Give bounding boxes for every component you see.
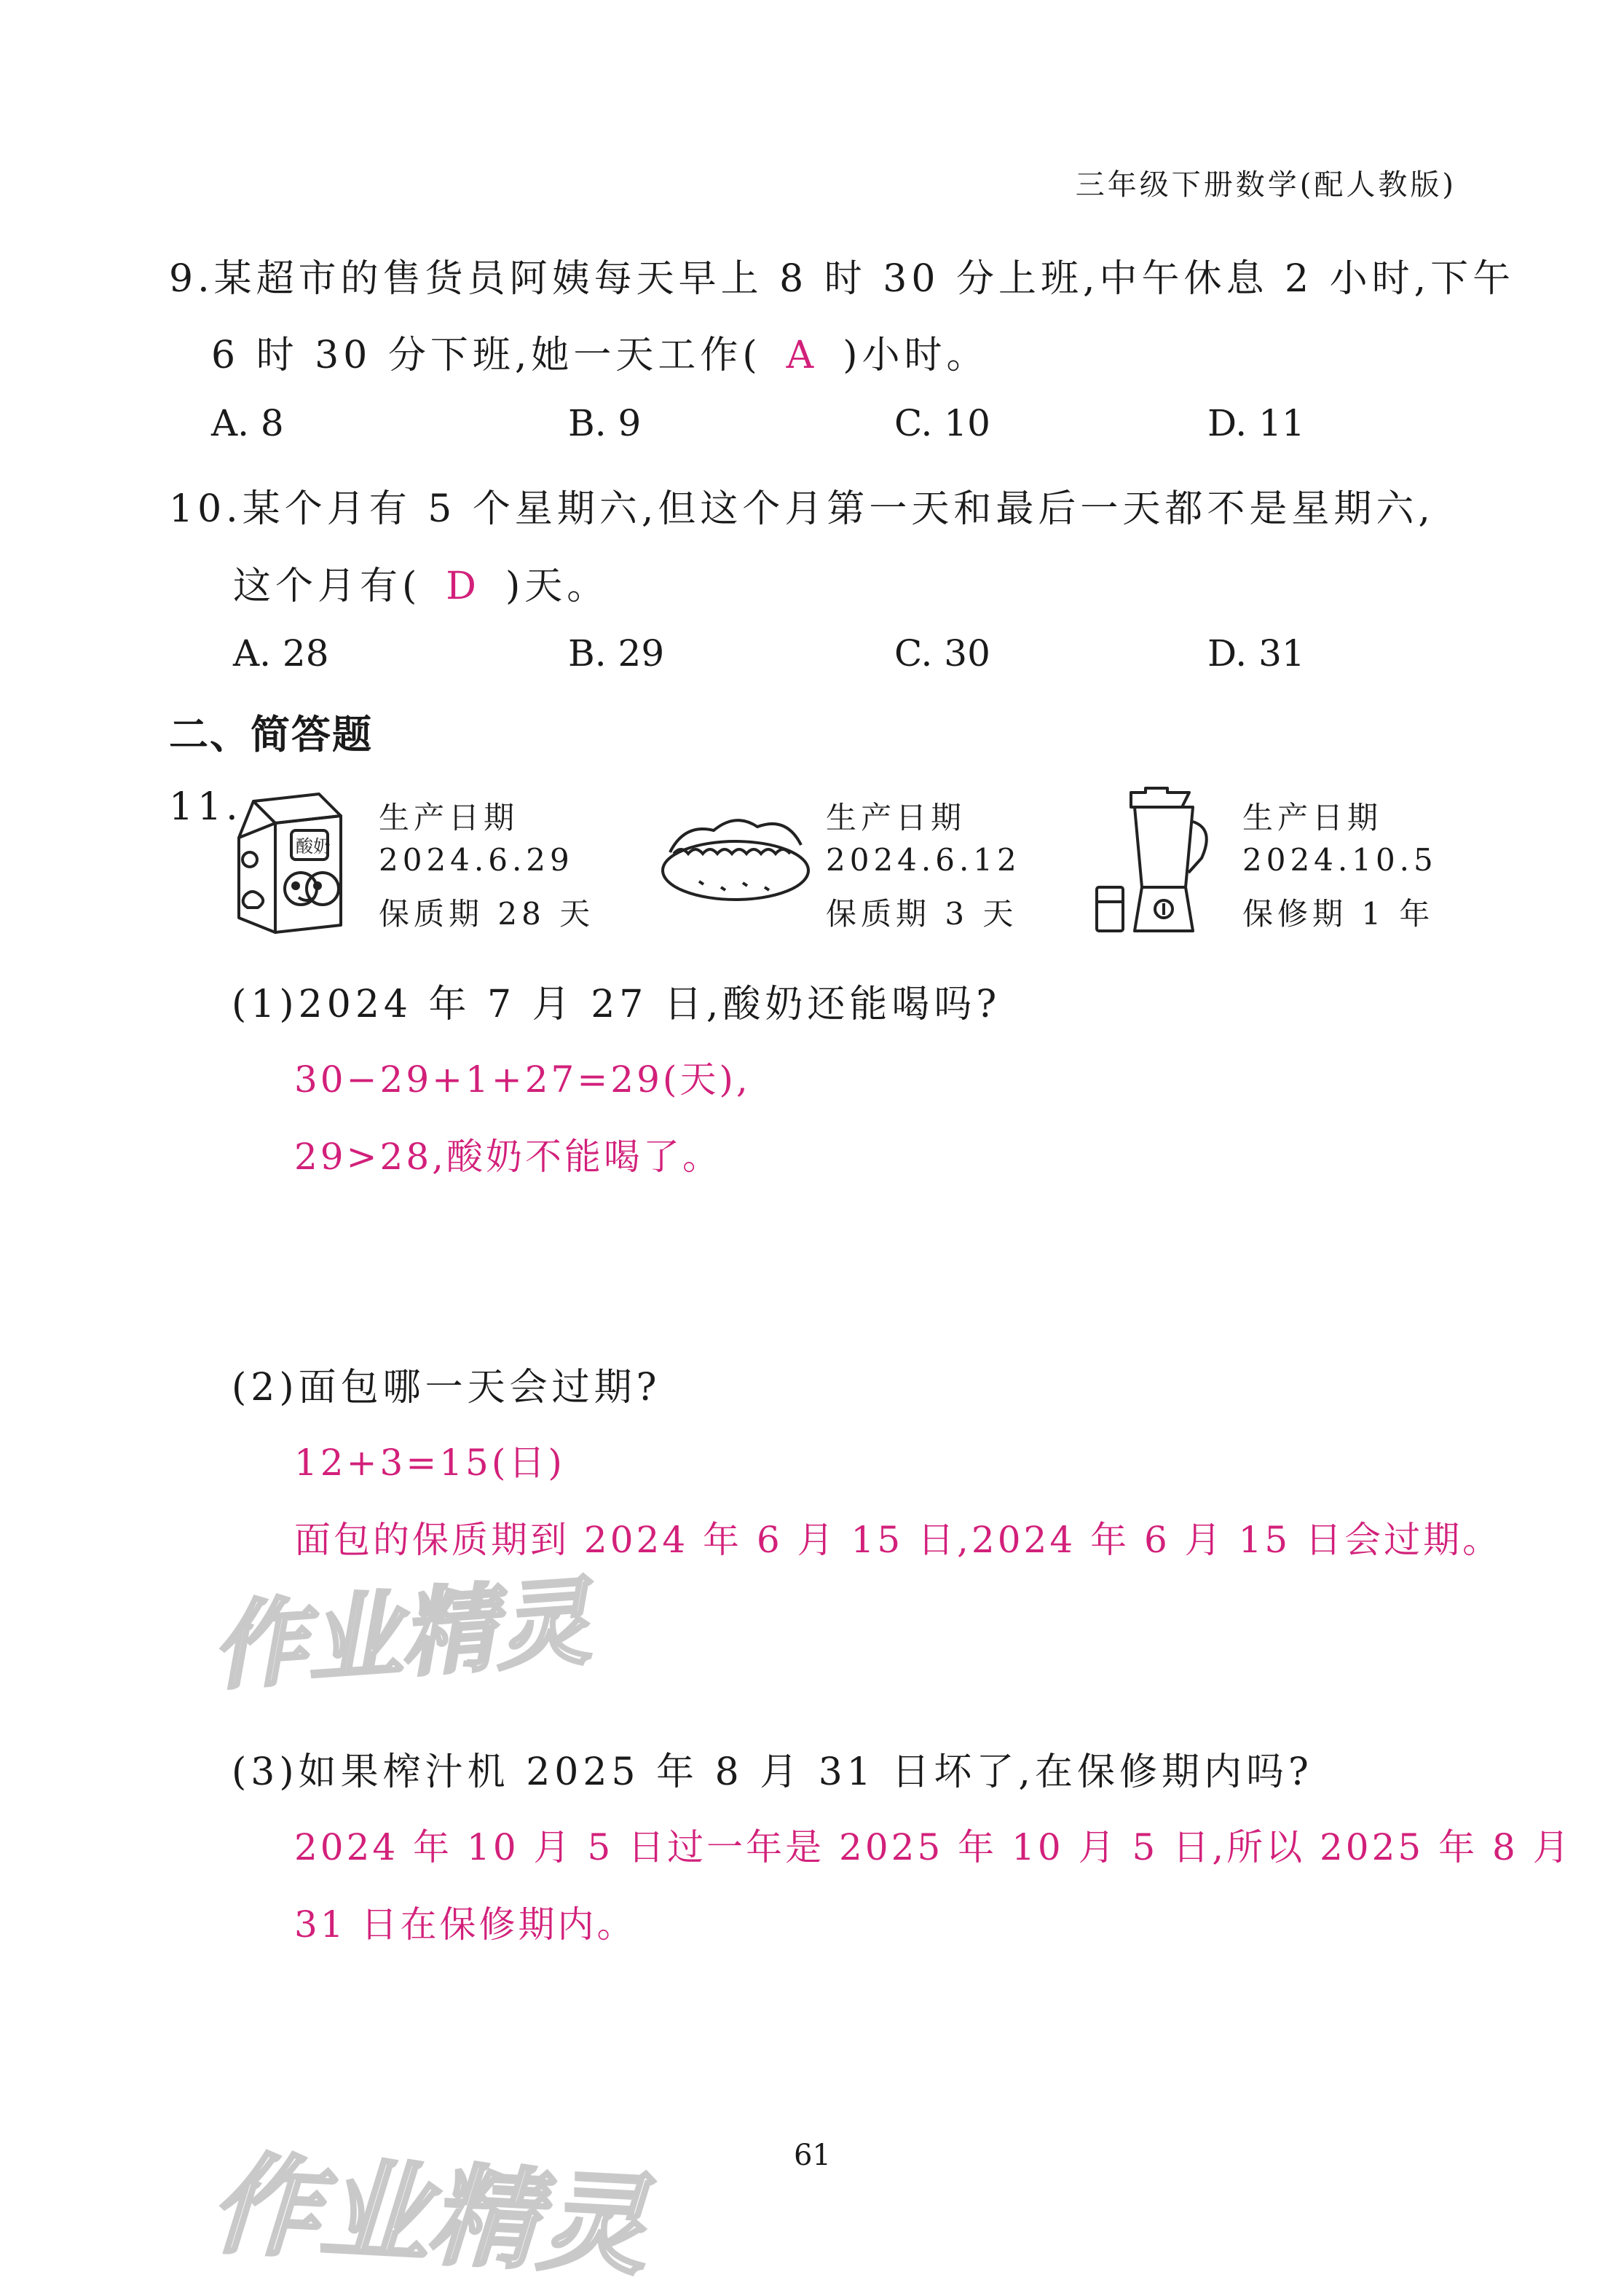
q10-option-b: B. 29: [568, 632, 665, 675]
sub-answer-3-line1: 2024 年 10 月 5 日过一年是 2025 年 10 月 5 日,所以 2025 年 8 月: [294, 1826, 1572, 1868]
q10-option-d: D. 31: [1207, 632, 1305, 675]
product-2-label2: 2024.6.12: [826, 842, 1021, 878]
product-2-label1: 生产日期: [826, 800, 966, 836]
watermark-bottom: 作业精灵: [208, 2141, 651, 2291]
product-3-label3: 保修期 1 年: [1242, 896, 1435, 932]
sub-answer-2-line1: 12+3=15(日): [294, 1442, 565, 1484]
question-10-text-pre: 这个月有(: [233, 565, 422, 608]
q9-option-c: C. 10: [894, 402, 990, 444]
q9-option-a: A. 8: [211, 402, 284, 444]
yogurt-carton-icon: [232, 787, 355, 940]
question-10-text-post: )天。: [505, 565, 610, 608]
sub-answer-2-line2: 面包的保质期到 2024 年 6 月 15 日,2024 年 6 月 15 日会过期。: [294, 1519, 1502, 1561]
product-1-label3: 保质期 28 天: [379, 896, 595, 932]
page-header: 三年级下册数学(配人教版): [1075, 168, 1457, 202]
page-number: 61: [794, 2139, 831, 2172]
sub-question-1: (1)2024 年 7 月 27 日,酸奶还能喝吗?: [232, 983, 1001, 1026]
sub-question-2: (2)面包哪一天会过期?: [232, 1366, 661, 1410]
question-9-answer: A: [786, 334, 819, 377]
sub-answer-1-line2: 29>28,酸奶不能喝了。: [294, 1136, 722, 1178]
q9-option-d: D. 11: [1207, 402, 1305, 444]
question-9-line1: 9.某超市的售货员阿姨每天早上 8 时 30 分上班,中午休息 2 小时,下午: [169, 257, 1515, 301]
product-1-label2: 2024.6.29: [379, 842, 574, 878]
question-9-line2: [211, 324, 989, 379]
product-3-label1: 生产日期: [1242, 800, 1383, 836]
sub-answer-3-line2: 31 日在保修期内。: [294, 1903, 636, 1946]
q9-option-b: B. 9: [568, 402, 642, 444]
question-10-line1: 10.某个月有 5 个星期六,但这个月第一天和最后一天都不是星期六,: [169, 487, 1435, 531]
sub-question-3: (3)如果榨汁机 2025 年 8 月 31 日坏了,在保修期内吗?: [232, 1750, 1313, 1794]
juicer-icon: [1091, 785, 1237, 943]
product-2-label3: 保质期 3 天: [826, 896, 1018, 932]
watermark-middle: 作业精灵: [208, 1566, 594, 1703]
question-11-number: 11.: [169, 785, 243, 829]
sub-answer-1-line1: 30−29+1+27=29(天),: [294, 1058, 751, 1101]
product-1-label1: 生产日期: [379, 800, 519, 836]
q10-option-c: C. 30: [894, 632, 990, 675]
section-title: 二、简答题: [169, 712, 373, 758]
question-10-line2: [233, 555, 609, 610]
svg-text:酸奶: 酸奶: [296, 836, 331, 857]
bread-icon: [655, 801, 816, 911]
question-10-answer: D: [446, 565, 481, 608]
q10-option-a: A. 28: [233, 632, 329, 675]
product-3-label2: 2024.10.5: [1242, 842, 1438, 878]
question-9-text-post: )小时。: [843, 334, 989, 377]
question-9-text-pre: 6 时 30 分下班,她一天工作(: [211, 334, 762, 377]
